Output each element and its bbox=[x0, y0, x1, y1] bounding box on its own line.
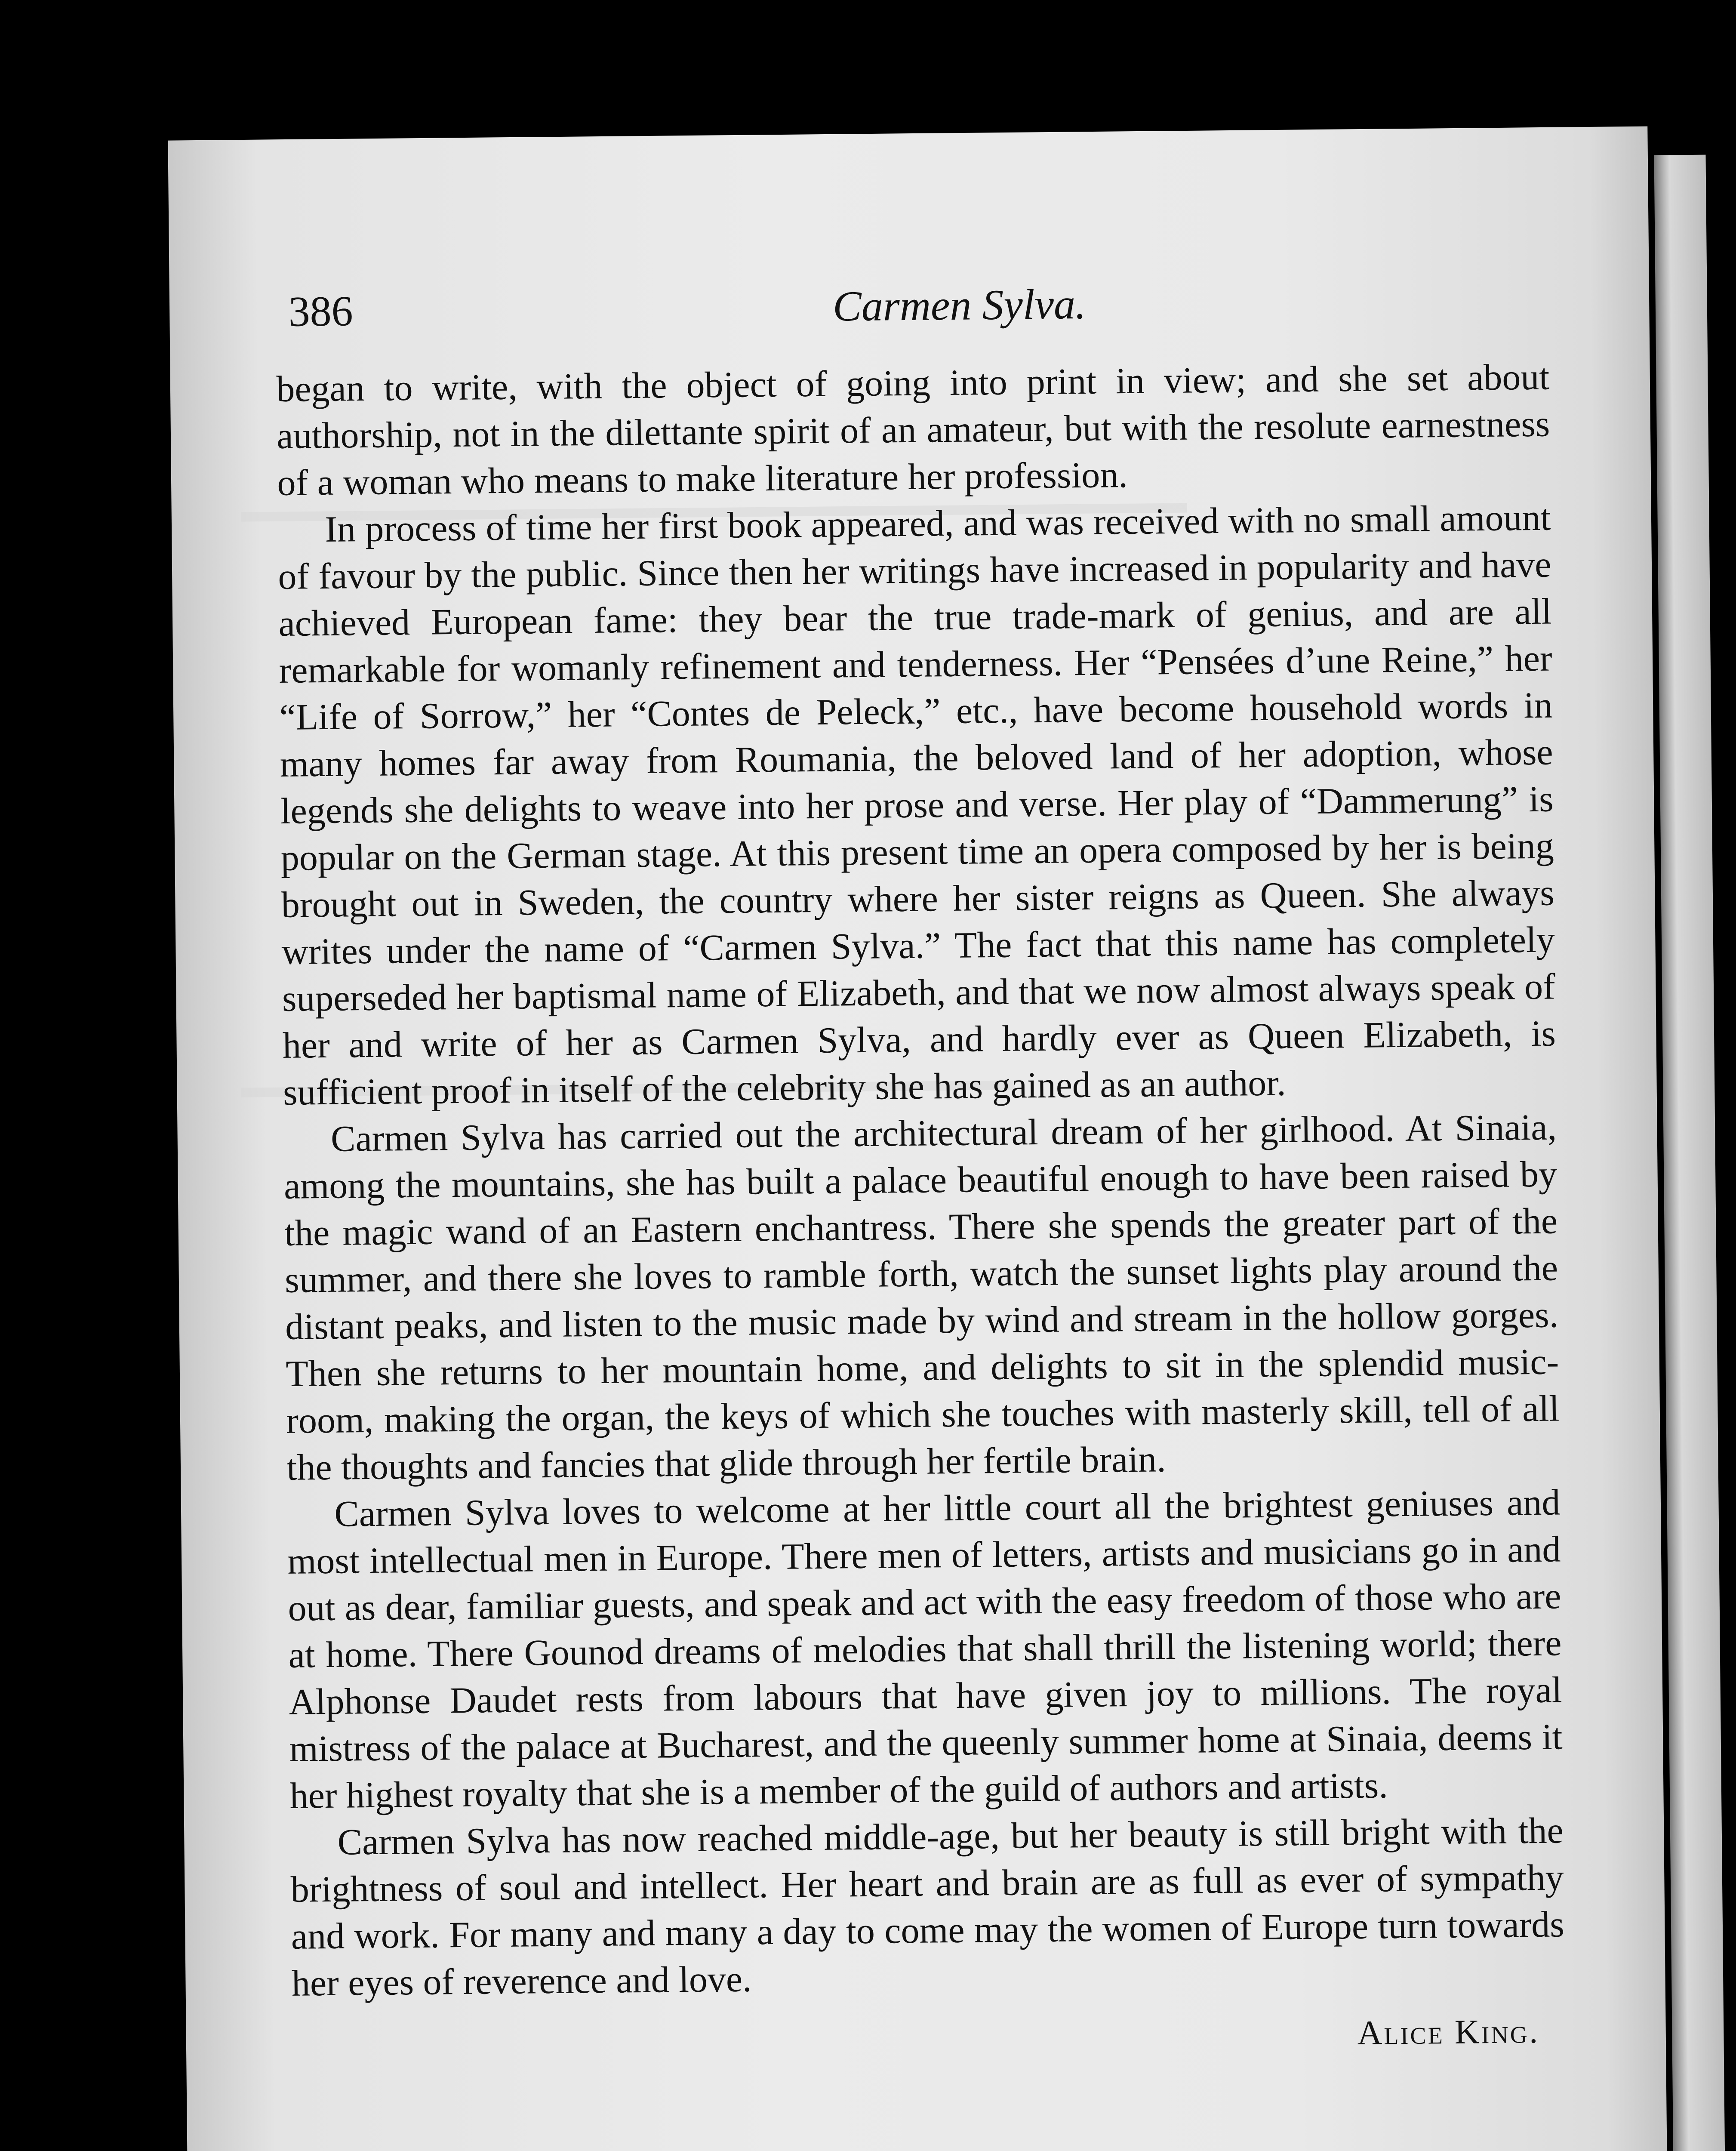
running-title: Carmen Sylva. bbox=[832, 280, 1087, 330]
paragraph: In process of time her first book appeared, and was received with no small amount of favour by the public. Since then her writings have increased in popularity and have achieved European fame: they bear the true trade-mark of genius, and are all remarkable for womanly refinement and tenderness. Her “Pensées d’une Reine,” her “Life of Sorrow,” her “Contes de Peleck,” etc., have become household words in many homes far away from Roumania, the beloved land of her adoption, whose legends she delights to weave into her prose and verse. Her play of “Dammerung” is popular on the German stage. At this present time an opera composed by her is being brought out in Sweden, the country where her sister reigns as Queen. She always writes under the name of “Carmen Sylva.” The fact that this name has completely superseded her baptismal name of Elizabeth, and that we now almost always speak of her and write of her as Carmen Sylva, and hardly ever as Queen Elizabeth, is sufficient proof in itself of the celebrity she has gained as an author. bbox=[278, 496, 1556, 1113]
running-head bbox=[275, 272, 1549, 348]
paragraph: began to write, with the object of going into print in view; and she set about authorship, not in the dilettante spirit of an amateur, but with the resolute earnestness of a woman who means to make literature her profession. bbox=[276, 356, 1550, 503]
next-page-edge bbox=[1654, 155, 1731, 2151]
page-number: 386 bbox=[288, 287, 354, 336]
author-signature: Alice King. bbox=[1357, 2012, 1540, 2052]
page-text-block bbox=[275, 272, 1566, 2063]
article-body bbox=[276, 354, 1565, 2007]
paragraph: Carmen Sylva loves to welcome at her little court all the brightest geniuses and most intellectual men in Europe. There men of letters, artists and musicians go in and out as dear, familiar guests, and speak and act with the easy freedom of those who are at home. There Gounod dreams of melodies that shall thrill the listening world; there Alphonse Daudet rests from labours that have given joy to millions. The royal mistress of the palace at Bucharest, and the queenly summer home at Sinaia, deems it her highest royalty that she is a member of the guild of authors and artists. bbox=[287, 1481, 1563, 1816]
paragraph: Carmen Sylva has carried out the architectural dream of her girlhood. At Sinaia, among the mountains, she has built a palace beautiful enough to have been raised by the magic wand of an Eastern enchantress. There she spends the greater part of the summer, and there she loves to ramble forth, watch the sunset lights play around the distant peaks, and listen to the music made by wind and stream in the hollow gorges. Then she returns to her mountain home, and delights to sit in the splendid music-room, making the organ, the keys of which she touches with masterly skill, tell of all the thoughts and fancies that glide through her fertile brain. bbox=[283, 1106, 1560, 1488]
paragraph: Carmen Sylva has now reached middle-age, but her beauty is still bright with the brightness of soul and intellect. Her heart and brain are as full as ever of sympathy and work. For many and many a day to come may the women of Europe turn towards her eyes of reverence and love. bbox=[290, 1809, 1565, 2004]
